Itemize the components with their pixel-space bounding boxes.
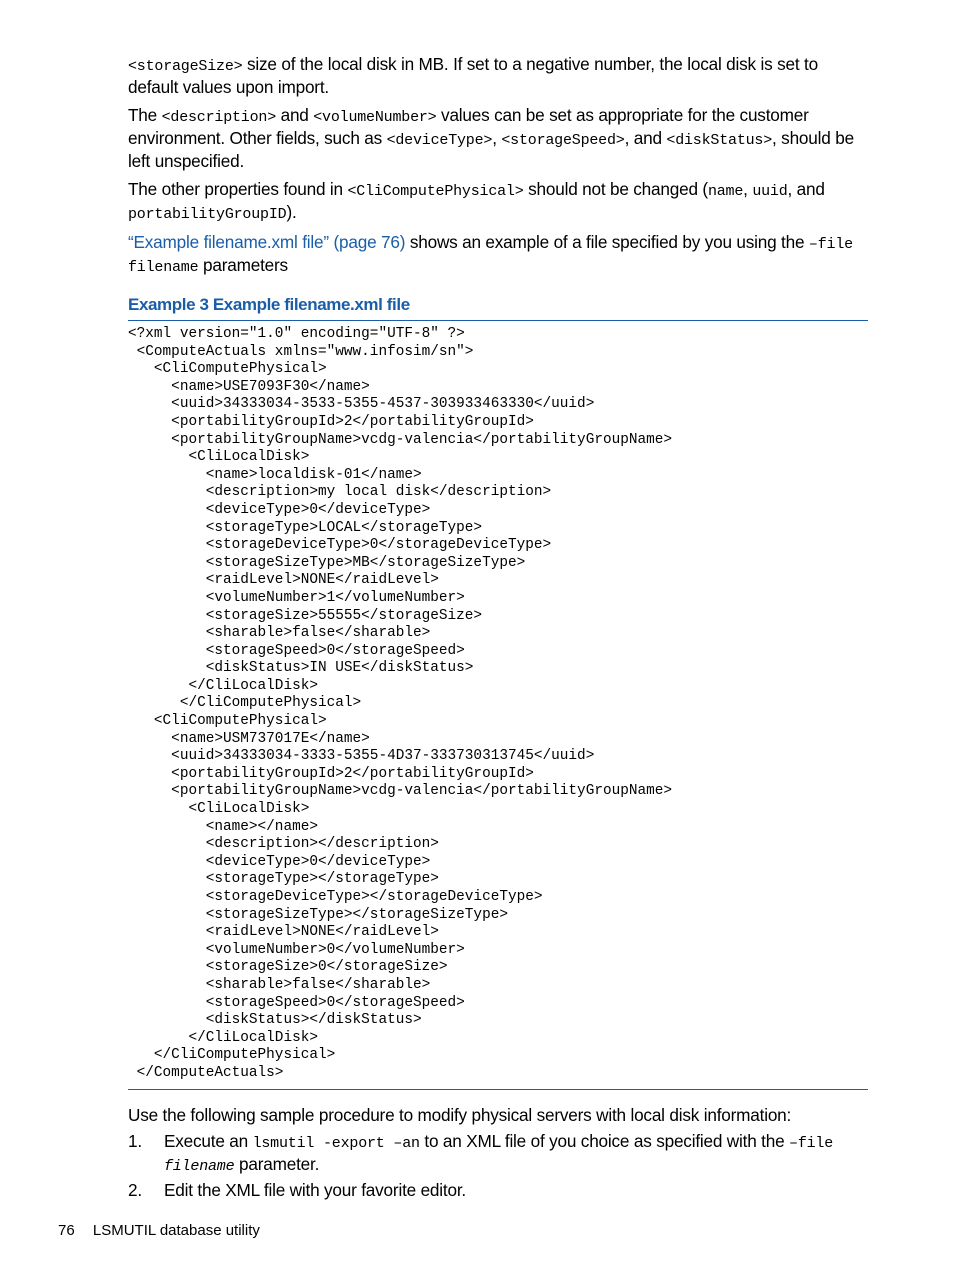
code-line: <name>localdisk-01</name> bbox=[128, 466, 422, 483]
code-line: <CliComputePhysical> bbox=[128, 361, 327, 378]
code-line: <storageType>LOCAL</storageType> bbox=[128, 519, 483, 536]
code-storage-size: <storageSize> bbox=[128, 58, 243, 75]
code-line: <storageSize>0</storageSize> bbox=[128, 959, 448, 976]
code-line: <raidLevel>NONE</raidLevel> bbox=[128, 924, 439, 941]
code-line: <volumeNumber>0</volumeNumber> bbox=[128, 941, 465, 958]
code-line: <description>my local disk</description> bbox=[128, 484, 552, 501]
code-line: <storageDeviceType></storageDeviceType> bbox=[128, 889, 543, 905]
code-line: <description></description> bbox=[128, 836, 439, 853]
code-line: <storageSize>55555</storageSize> bbox=[128, 607, 483, 624]
example-title: Example 3 Example filename.xml file bbox=[128, 295, 410, 314]
example-link[interactable]: “Example filename.xml file” (page 76) bbox=[128, 232, 406, 252]
code-block bbox=[128, 320, 868, 1090]
procedure-steps bbox=[128, 1131, 868, 1201]
step-2: 2. Edit the XML file with your favorite editor. bbox=[128, 1179, 466, 1200]
code-line: <deviceType>0</deviceType> bbox=[128, 501, 431, 518]
code-line: <ComputeActuals xmlns="www.infosim/sn"> bbox=[128, 343, 474, 360]
code-line: <storageSpeed>0</storageSpeed> bbox=[128, 642, 465, 659]
paragraph-procedure-intro: Use the following sample procedure to modify physical servers with local disk information: bbox=[128, 1104, 792, 1125]
page-footer bbox=[58, 1222, 274, 1239]
code-line: <storageSizeType></storageSizeType> bbox=[128, 906, 508, 923]
code-line: <storageSpeed>0</storageSpeed> bbox=[128, 994, 465, 1011]
code-line: <storageSizeType>MB</storageSizeType> bbox=[128, 554, 526, 571]
paragraph-example-reference: “Example filename.xml file” (page 76) shows an example of a file specified by you using the –file filename parameters bbox=[128, 232, 853, 276]
code-line: <diskStatus>IN USE</diskStatus> bbox=[128, 660, 474, 677]
code-line: <volumeNumber>1</volumeNumber> bbox=[128, 589, 465, 606]
code-line: <name></name> bbox=[128, 818, 318, 835]
code-line: <name>USE7093F30</name> bbox=[128, 378, 370, 395]
page-body bbox=[128, 54, 868, 1204]
code-line: <storageDeviceType>0</storageDeviceType> bbox=[128, 537, 552, 554]
code-line: <sharable>false</sharable> bbox=[128, 976, 431, 993]
code-line: <raidLevel>NONE</raidLevel> bbox=[128, 572, 439, 589]
page-number: 76 bbox=[58, 1222, 75, 1239]
code-line: <?xml version="1.0" encoding="UTF-8" ?> bbox=[128, 326, 465, 342]
code-line: <uuid>34333034-3333-5355-4D37-333730313745</uuid> bbox=[128, 748, 595, 765]
code-line: <diskStatus></diskStatus> bbox=[128, 1012, 422, 1029]
code-line: <CliComputePhysical> bbox=[128, 713, 327, 730]
code-line: <portabilityGroupId>2</portabilityGroupId> bbox=[128, 413, 534, 430]
code-line: <name>USM737017E</name> bbox=[128, 730, 370, 747]
code-line: <sharable>false</sharable> bbox=[128, 625, 431, 642]
code-line: </CliComputePhysical> bbox=[128, 1047, 336, 1064]
code-line: </ComputeActuals> bbox=[128, 1064, 284, 1081]
step-1: 1. Execute an lsmutil -export –an to an XML file of you choice as specified with the –file filename parameter. bbox=[128, 1130, 834, 1175]
code-line: <CliLocalDisk> bbox=[128, 449, 310, 466]
code-line: <portabilityGroupName>vcdg-valencia</portabilityGroupName> bbox=[128, 431, 673, 448]
paragraph-description: The <description> and <volumeNumber> values can be set as appropriate for the customer environment. Other fields, such as <deviceType>, <storageSpeed>, and <diskStatus>, should be left unspecified. bbox=[128, 105, 854, 171]
code-line: <portabilityGroupName>vcdg-valencia</portabilityGroupName> bbox=[128, 783, 673, 800]
paragraph-storage-size: <storageSize> size of the local disk in MB. If set to a negative number, the local disk is set to default values upon import. bbox=[128, 54, 818, 97]
footer-section: LSMUTIL database utility bbox=[92, 1222, 260, 1239]
code-line: <portabilityGroupId>2</portabilityGroupId> bbox=[128, 765, 534, 782]
code-line: </CliComputePhysical> bbox=[128, 695, 362, 712]
code-line: <uuid>34333034-3533-5355-4537-303933463330</uuid> bbox=[128, 396, 595, 413]
code-line: </CliLocalDisk> bbox=[128, 1029, 318, 1046]
code-line: <deviceType>0</deviceType> bbox=[128, 853, 431, 870]
code-line: <CliLocalDisk> bbox=[128, 801, 310, 818]
code-line: <storageType></storageType> bbox=[128, 871, 439, 888]
code-line: </CliLocalDisk> bbox=[128, 677, 318, 694]
paragraph-other-properties: The other properties found in <CliComputePhysical> should not be changed (name, uuid, and portabilityGroupID). bbox=[128, 179, 825, 223]
